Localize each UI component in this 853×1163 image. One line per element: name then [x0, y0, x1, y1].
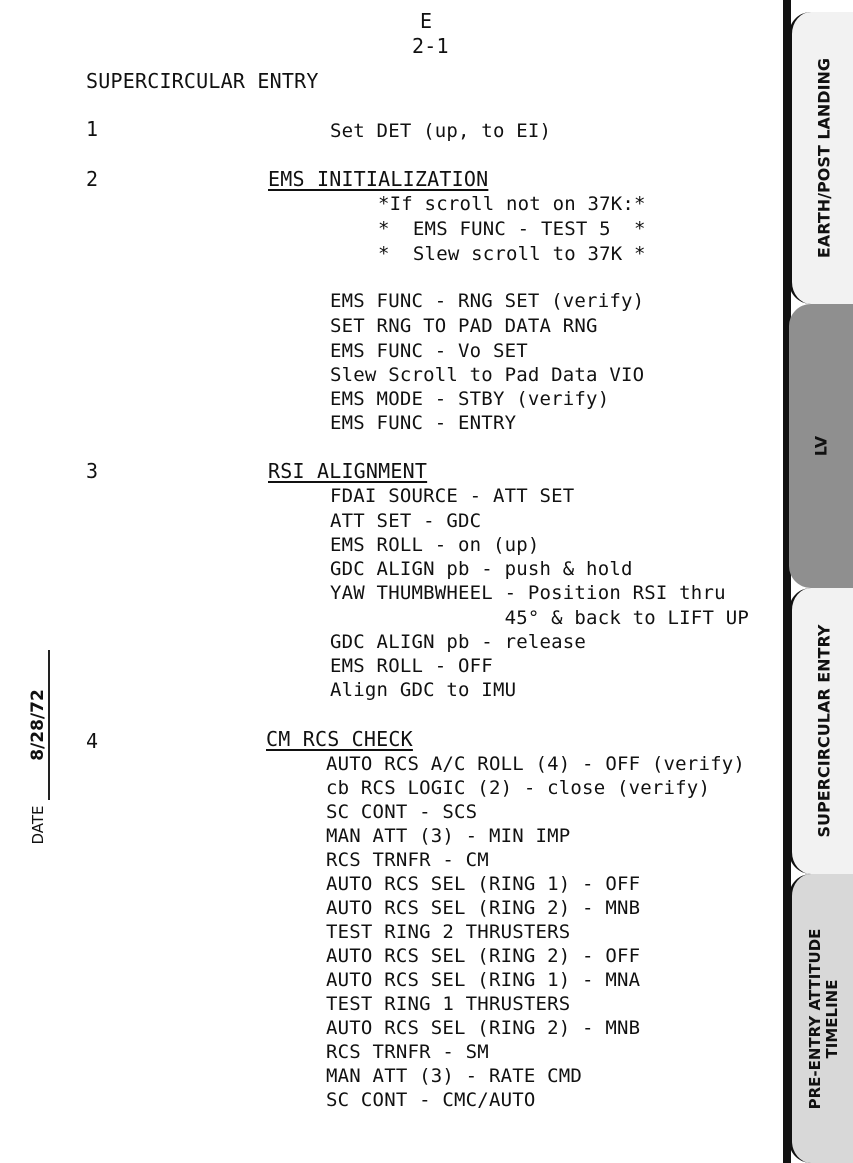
tab-label: LV: [811, 435, 831, 457]
step-4-line: AUTO RCS SEL (RING 2) - MNB: [326, 897, 641, 919]
step-3-line: GDC ALIGN pb - push & hold: [330, 558, 633, 580]
step-1-line: Set DET (up, to EI): [330, 120, 552, 142]
step-2-line: EMS FUNC - ENTRY: [330, 412, 517, 434]
step-3-line: EMS ROLL - on (up): [330, 534, 540, 556]
step-4-line: TEST RING 1 THRUSTERS: [326, 993, 571, 1015]
step-2-line: EMS MODE - STBY (verify): [330, 388, 610, 410]
page-number: 2-1: [412, 34, 449, 58]
step-number-3: 3: [86, 459, 99, 483]
step-3-line: FDAI SOURCE - ATT SET: [330, 485, 575, 507]
step-2-line: SET RNG TO PAD DATA RNG: [330, 315, 598, 337]
step-4-line: MAN ATT (3) - MIN IMP: [326, 825, 571, 847]
step-2-note-line: * Slew scroll to 37K *: [378, 243, 646, 265]
tab-label: EARTH/POST LANDING: [814, 57, 834, 259]
date-value: 8/28/72: [28, 689, 48, 761]
step-4-line: AUTO RCS SEL (RING 1) - MNA: [326, 969, 641, 991]
step-4-line: AUTO RCS SEL (RING 2) - OFF: [326, 945, 641, 967]
date-label: DATE: [29, 805, 47, 845]
step-3-line: Align GDC to IMU: [330, 679, 517, 701]
step-2-heading: EMS INITIALIZATION: [268, 167, 489, 191]
step-4-line: RCS TRNFR - SM: [326, 1041, 489, 1063]
step-2-line: Slew Scroll to Pad Data VIO: [330, 364, 645, 386]
tab-supercircular-entry[interactable]: [789, 588, 853, 874]
step-number-4: 4: [86, 729, 99, 753]
step-4-line: RCS TRNFR - CM: [326, 849, 489, 871]
step-3-line: EMS ROLL - OFF: [330, 655, 493, 677]
step-4-heading: CM RCS CHECK: [266, 727, 413, 751]
tab-label: PRE-ENTRY ATTITUDE TIMELINE: [806, 928, 841, 1109]
step-3-heading: RSI ALIGNMENT: [268, 459, 428, 483]
step-3-line: 45° & back to LIFT UP: [330, 607, 750, 629]
step-4-line: SC CONT - SCS: [326, 801, 478, 823]
step-4-line: AUTO RCS SEL (RING 2) - MNB: [326, 1017, 641, 1039]
step-3-line: YAW THUMBWHEEL - Position RSI thru: [330, 582, 726, 604]
tab-pre-entry-attitude-timeline[interactable]: [789, 874, 853, 1163]
step-2-line: EMS FUNC - RNG SET (verify): [330, 290, 645, 312]
step-2-note-line: *If scroll not on 37K:*: [378, 193, 646, 215]
date-field: [18, 650, 58, 870]
step-4-line: AUTO RCS SEL (RING 1) - OFF: [326, 873, 641, 895]
step-3-line: ATT SET - GDC: [330, 510, 482, 532]
tab-earth-post-landing[interactable]: [789, 12, 853, 304]
step-4-line: AUTO RCS A/C ROLL (4) - OFF (verify): [326, 753, 746, 775]
tab-label: SUPERCIRCULAR ENTRY: [814, 624, 834, 838]
step-2-line: EMS FUNC - Vo SET: [330, 340, 528, 362]
tab-lv[interactable]: [789, 304, 853, 588]
date-underline: [48, 650, 50, 800]
section-letter: E: [420, 9, 433, 33]
step-number-1: 1: [86, 117, 99, 141]
page-title: SUPERCIRCULAR ENTRY: [86, 69, 319, 93]
step-2-note-line: * EMS FUNC - TEST 5 *: [378, 218, 646, 240]
step-number-2: 2: [86, 167, 99, 191]
step-4-line: cb RCS LOGIC (2) - close (verify): [326, 777, 711, 799]
step-4-line: MAN ATT (3) - RATE CMD: [326, 1065, 583, 1087]
index-tabs: [783, 0, 853, 1163]
step-4-line: SC CONT - CMC/AUTO: [326, 1089, 536, 1111]
step-3-line: GDC ALIGN pb - release: [330, 631, 587, 653]
step-4-line: TEST RING 2 THRUSTERS: [326, 921, 571, 943]
